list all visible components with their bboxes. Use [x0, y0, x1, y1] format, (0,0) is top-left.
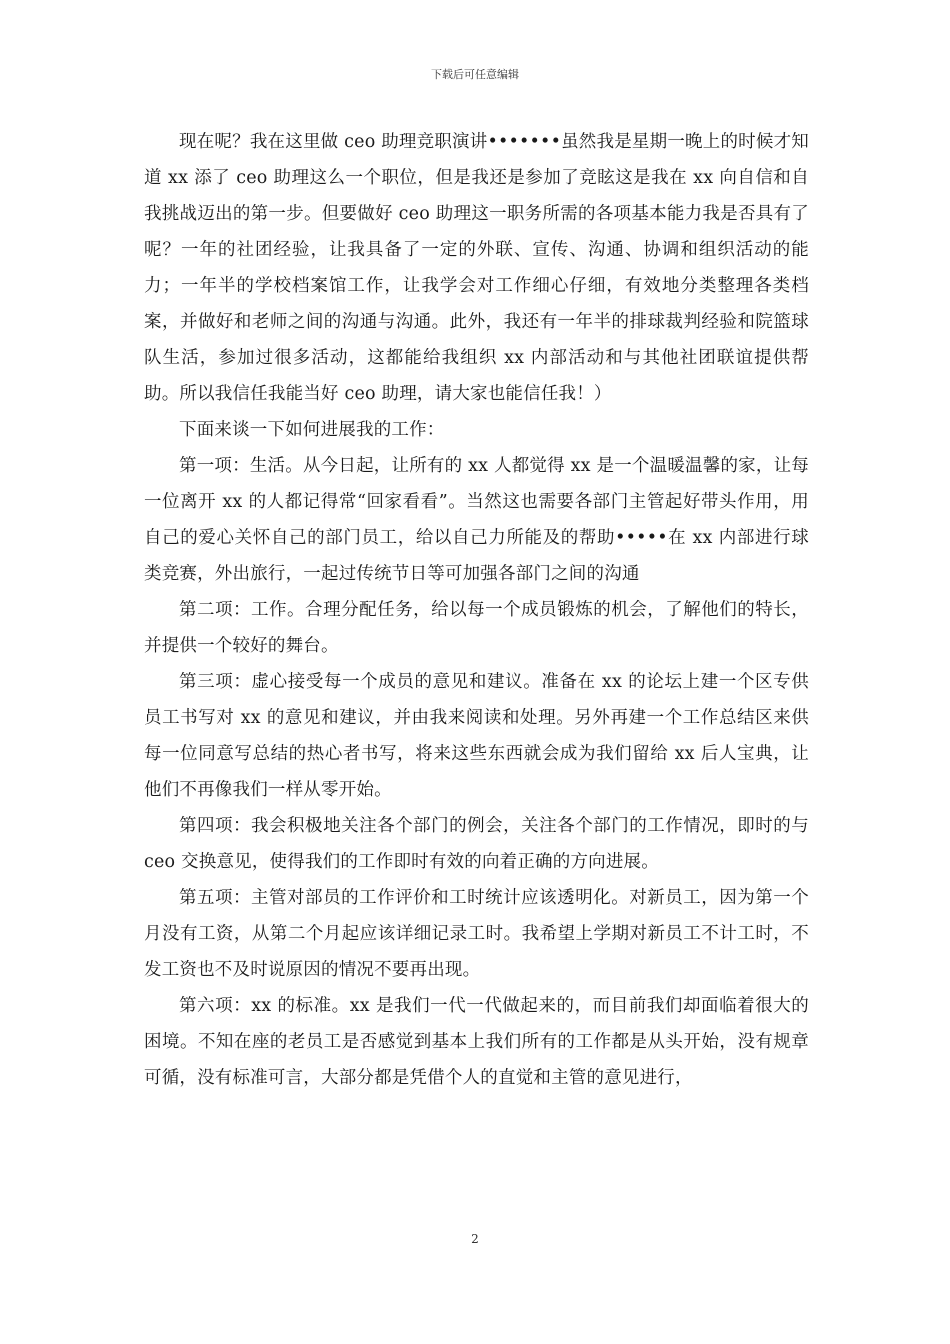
paragraph-intro: 现在呢？我在这里做 ceo 助理竞职演讲•••••••虽然我是星期一晚上的时候才知道 xx 添了 ceo 助理这么一个职位，但是我还是参加了竞眩这是我在 xx 向自信和自我挑战迈出的第一步。但要做好 ceo 助理这一职务所需的各项基本能力我是否具有了呢？一年的社团经验，让我具备了一定的外联、宣传、沟通、协调和组织活动的能力；一年半的学校档案馆工作，让我学会对工作细心仔细，有效地分类整理各类档案，并做好和老师之间的沟通与沟通。此外，我还有一年半的排球裁判经验和院篮球队生活，参加过很多活动，这都能给我组织 xx 内部活动和与其他社团联谊提供帮助。所以我信任我能当好 ceo 助理，请大家也能信任我！） — [144, 132, 809, 404]
paragraph-item-1: 第一项：生活。从今日起，让所有的 xx 人都觉得 xx 是一个温暖温馨的家，让每一位离开 xx 的人都记得常“回家看看”。当然这也需要各部门主管起好带头作用，用自己的爱心关怀自己的部门员工，给以自己力所能及的帮助•••••在 xx 内部进行球类竞赛，外出旅行，一起过传统节日等可加强各部门之间的沟通 — [144, 456, 809, 584]
paragraph-item-6: 第六项：xx 的标准。xx 是我们一代一代做起来的，而目前我们却面临着很大的困境。不知在座的老员工是否感觉到基本上我们所有的工作都是从头开始，没有规章可循，没有标准可言，大部分都是凭借个人的直觉和主管的意见进行， — [144, 996, 809, 1088]
page-header: 下载后可任意编辑 — [431, 68, 519, 81]
paragraph-work-plan-heading: 下面来谈一下如何进展我的工作： — [179, 420, 445, 440]
page-number: 2 — [471, 1232, 479, 1246]
paragraph-item-5: 第五项：主管对部员的工作评价和工时统计应该透明化。对新员工，因为第一个月没有工资，从第二个月起应该详细记录工时。我希望上学期对新员工不计工时，不发工资也不及时说原因的情况不要再出现。 — [144, 888, 809, 980]
paragraph-item-4: 第四项：我会积极地关注各个部门的例会，关注各个部门的工作情况，即时的与 ceo 交换意见，使得我们的工作即时有效的向着正确的方向进展。 — [144, 816, 809, 872]
document-body — [144, 124, 809, 1096]
paragraph-item-2: 第二项：工作。合理分配任务，给以每一个成员锻炼的机会，了解他们的特长，并提供一个较好的舞台。 — [144, 600, 809, 656]
paragraph-item-3: 第三项：虚心接受每一个成员的意见和建议。准备在 xx 的论坛上建一个区专供员工书写对 xx 的意见和建议，并由我来阅读和处理。另外再建一个工作总结区来供每一位同意写总结的热心者书写，将来这些东西就会成为我们留给 xx 后人宝典，让他们不再像我们一样从零开始。 — [144, 672, 809, 800]
